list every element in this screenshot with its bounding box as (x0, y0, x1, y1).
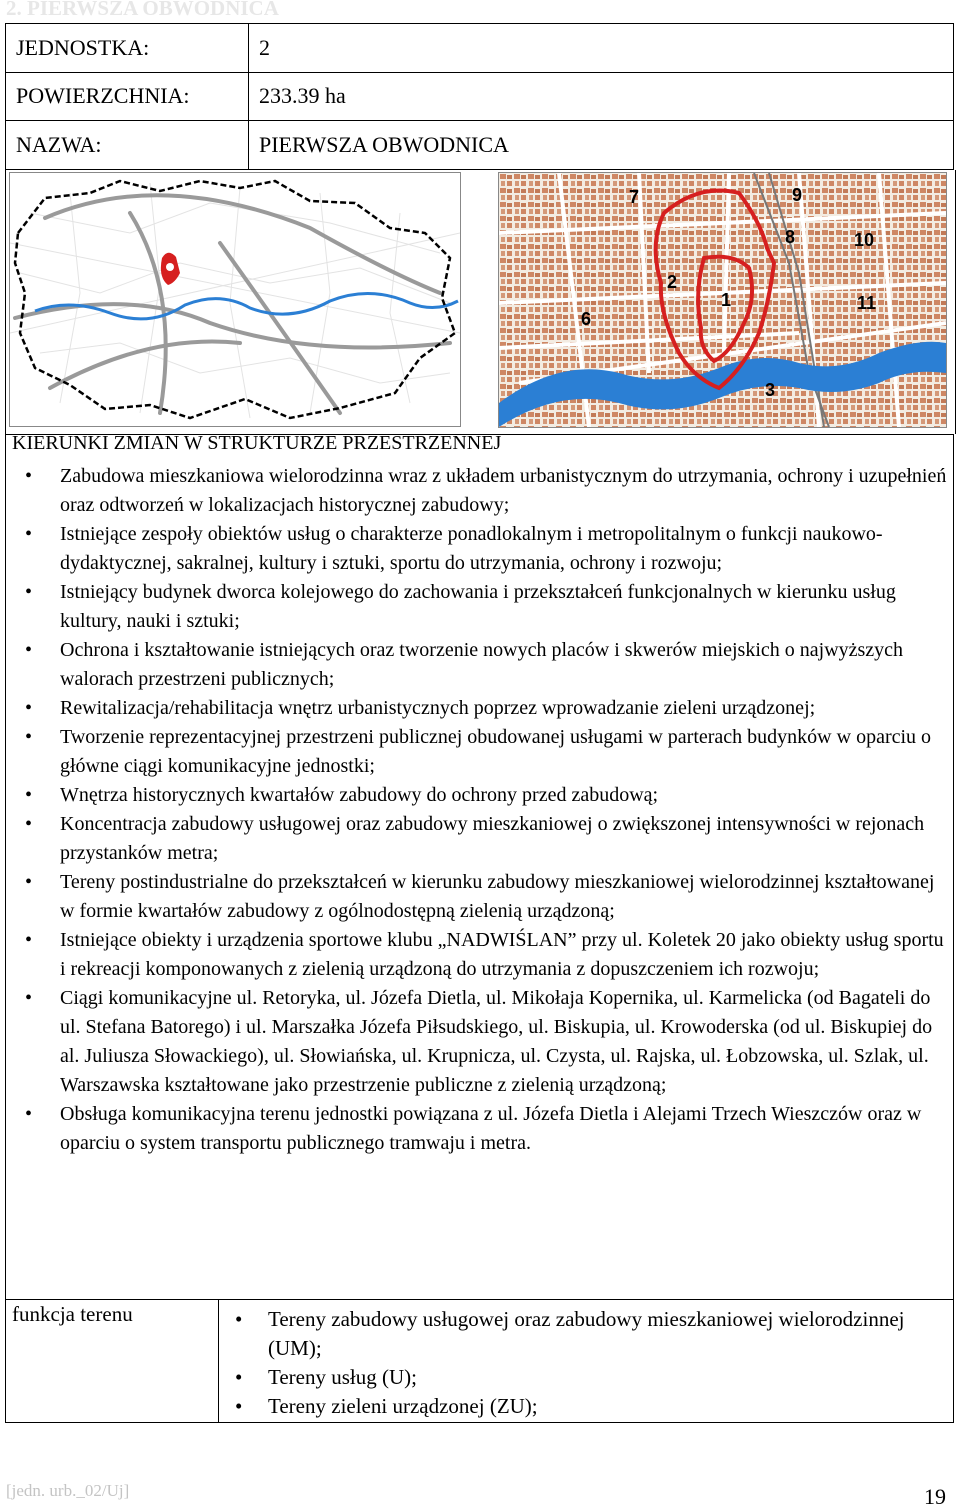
directions-list (6, 462, 951, 1158)
list-item: • Obsługa komunikacyjna terenu jednostki powiązana z ul. Józefa Dietla i Alejami Trzech Wieszczów oraz w oparciu o system transportu publicznego tramwaju i metra. (6, 1100, 951, 1158)
function-item: • Tereny usług (U); (218, 1363, 948, 1392)
name-value: PIERWSZA OBWODNICA (249, 121, 954, 170)
unit-label: JEDNOSTKA: (6, 24, 249, 73)
map-label-1: 1 (721, 290, 732, 310)
function-item: • Tereny zieleni urządzonej (ZU); (218, 1392, 948, 1421)
list-item: • Ochrona i kształtowanie istniejących oraz tworzenie nowych placów i skwerów miejskich o najwyższych walorach przestrzeni publicznych; (6, 636, 951, 694)
info-row-area (6, 72, 954, 121)
map-label-2: 2 (667, 272, 678, 292)
footer-unit-code: [jedn. urb._02/Uj] (6, 1481, 130, 1500)
unit-detail-map (498, 172, 947, 428)
unit-value: 2 (249, 24, 954, 73)
section-title: KIERUNKI ZMIAN W STRUKTURZE PRZESTRZENNEJ (12, 432, 502, 454)
map-label-6: 6 (581, 309, 592, 329)
map-label-7: 7 (629, 187, 640, 207)
info-row-name (6, 121, 954, 170)
list-item: • Koncentracja zabudowy usługowej oraz zabudowy mieszkaniowej o zwiększonej intensywności w rejonach przystanków metra; (6, 810, 951, 868)
list-item: • Tworzenie reprezentacyjnej przestrzeni publicznej obudowanej usługami w parterach budynków w oparciu o główne ciągi komunikacyjne jednostki; (6, 723, 951, 781)
info-row-unit (6, 24, 954, 73)
page-number: 19 (924, 1484, 946, 1509)
area-value: 233.39 ha (249, 72, 954, 121)
maps-section (5, 170, 956, 434)
page-header: 2. PIERWSZA OBWODNICA (6, 0, 279, 20)
list-item: • Ciągi komunikacyjne ul. Retoryka, ul. Józefa Dietla, ul. Mikołaja Kopernika, ul. Karmelicka (od Bagateli do ul. Stefana Batorego) i ul. Marszałka Józefa Piłsudskiego, ul. Biskupia, ul. Krowoderska (od ul. Biskupiej do al. Juliusza Słowackiego), ul. Słowiańska, ul. Krupnicza, ul. Czysta, ul. Rajska, ul. Łobzowska, ul. Szlak, ul. Warszawska kształtowane jako przestrzenie publiczne z zielenią urządzoną; (6, 984, 951, 1100)
name-label: NAZWA: (6, 121, 249, 170)
function-label: funkcja terenu (12, 1302, 133, 1326)
function-list (218, 1305, 948, 1421)
function-item: • Tereny zabudowy usługowej oraz zabudowy mieszkaniowej wielorodzinnej (UM); (218, 1305, 948, 1363)
info-table (5, 23, 954, 170)
list-item: • Rewitalizacja/rehabilitacja wnętrz urbanistycznych poprzez wprowadzanie zieleni urządzonej; (6, 694, 951, 723)
area-label: POWIERZCHNIA: (6, 72, 249, 121)
list-item: • Wnętrza historycznych kwartałów zabudowy do ochrony przed zabudową; (6, 781, 951, 810)
map-label-9: 9 (792, 185, 803, 205)
map-label-10: 10 (854, 230, 875, 250)
function-section (5, 1300, 954, 1423)
list-item: • Tereny postindustrialne do przekształceń w kierunku zabudowy mieszkaniowej wielorodzinnej kształtowanej w formie kwartałów zabudowy z ogólnodostępną zielenią urządzoną; (6, 868, 951, 926)
map-label-3: 3 (765, 380, 776, 400)
map-label-11: 11 (857, 293, 877, 313)
city-overview-map (9, 172, 461, 427)
list-item: • Istniejący budynek dworca kolejowego do zachowania i przekształceń funkcjonalnych w kierunku usług kultury, nauki i sztuki; (6, 578, 951, 636)
list-item: • Istniejące zespoły obiektów usług o charakterze ponadlokalnym i metropolitalnym o funkcji naukowo-dydaktycznej, sakralnej, kultury i sztuki, sportu do utrzymania, ochrony i rozwoju; (6, 520, 951, 578)
map-label-8: 8 (785, 227, 796, 247)
directions-section (5, 434, 954, 1300)
list-item: • Zabudowa mieszkaniowa wielorodzinna wraz z układem urbanistycznym do utrzymania, ochrony i uzupełnień oraz odtworzeń w lokalizacjach historycznej zabudowy; (6, 462, 951, 520)
list-item: • Istniejące obiekty i urządzenia sportowe klubu „NADWIŚLAN” przy ul. Koletek 20 jako obiekty usług sportu i rekreacji komponowanych z zielenią urządzoną do utrzymania z dopuszczeniem ich rozwoju; (6, 926, 951, 984)
